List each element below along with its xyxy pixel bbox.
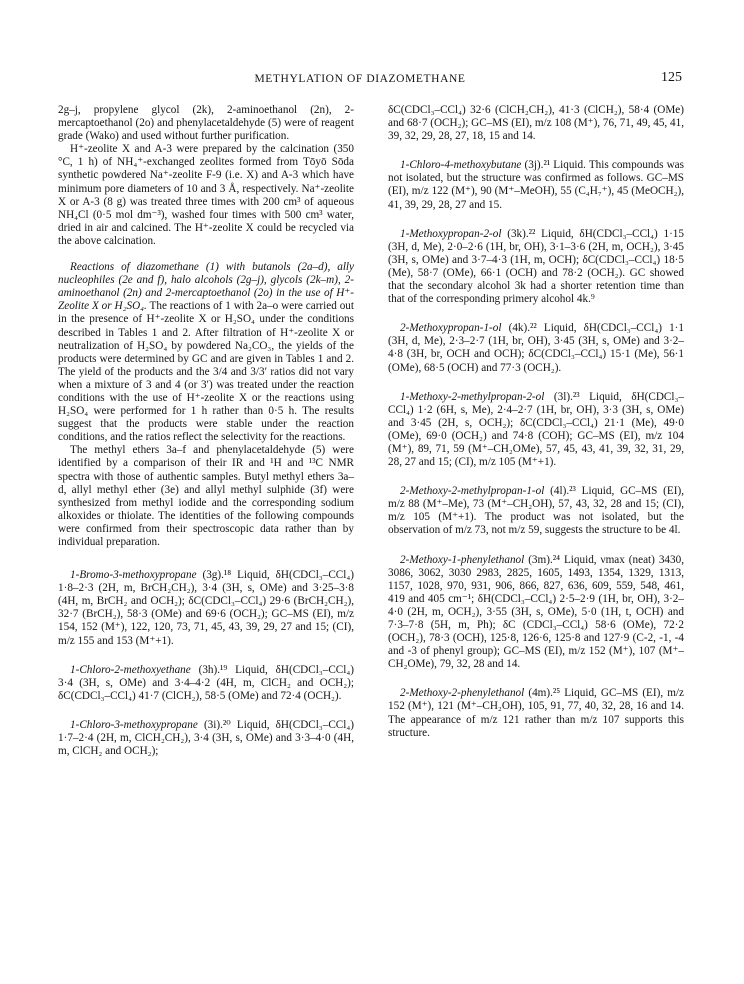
entry-4k-name: 2-Methoxypropan-1-ol [400,322,502,335]
entry-3j-body: (3j).²¹ Liquid. This compounds was not isolated, but the structure was confirmed as follows. GC–MS (EI), m/z 122 (M⁺), 90 (M⁺–MeOH), 55 (C₄H₇⁺), 45 (MeOCH₂), 41, 39, 29, 28, 27 and 15. [388,159,684,211]
entry-3m-body: (3m).²⁴ Liquid, νmax (neat) 3430, 3086, 3062, 3030 2983, 2825, 1605, 1493, 1354, 1329, 1313, 1157, 1028, 970, 931, 906, 866, 827, 636, 609, 559, 548, 461, 419 and 405 cm⁻¹; δH(CDCl₃–CCl₄) 2·5–2·9 (1H, br, OH), 3·2–4·0 (2H, m, OCH₂), 3·55 (3H, s, OMe), 5·0 (1H, t, OCH) and 7·3–7·8 (5H, m, Ph); δC (CDCl₃–CCl₄) 58·6 (OMe), 72·2 (OCH₂), 78·3 (OCH), 125·8, 126·6, 125·8 and 127·9 (C-2, -1, -4 and -3 of phenyl group); GC–MS (EI), m/z 152 (M⁺), 107 (M⁺–CH₂OMe), 79, 32, 28 and 14. [388,553,684,671]
entry-3j [388,159,684,211]
paragraph-zeolite-preparation: H⁺-zeolite X and A-3 were prepared by the calcination (350 °C, 1 h) of NH₄⁺-exchanged zeolites formed from Tōyō Sōda synthetic powdered Na⁺-zeolite F-9 (i.e. X) and A-3 which have minimum pore diameters of 10 and 3 Å, respectively. Na⁺-zeolite X or A-3 (8 g) was treated three times with 200 cm³ of aqueous NH₄Cl (0·5 mol dm⁻³), washed four times with 500 cm³ water, dried in air and calcined. The H⁺-zeolite X could be recycled via the above calcination. [58,143,354,247]
entry-3h [58,664,354,703]
entry-3g-name: 1-Bromo-3-methoxypropane [70,569,197,582]
entry-3i-body: (3i).²⁰ Liquid, δH(CDCl₃–CCl₄) 1·7–2·4 (2H, m, ClCH₂CH₂), 3·4 (3H, s, OMe) and 3·3–4·0 (4H, m, ClCH₂ and OCH₂); [58,718,354,758]
entry-3g [58,569,354,648]
entry-3m-name: 2-Methoxy-1-phenylethanol [400,553,525,566]
entry-4l [388,485,684,537]
entry-4k-body: (4k).²² Liquid, δH(CDCl₃–CCl₄) 1·1 (3H, d, Me), 2·3–2·7 (1H, br, OH), 3·45 (3H, s, OMe) and 3·2–4·8 (3H, br, OCH and OCH); δC(CDCl₃–CCl₄) 15·1 (Me), 56·1 (OMe), 68·5 (OCH) and 77·3 (OCH₂). [388,322,684,374]
entry-4k [388,322,684,374]
right-column [388,104,684,740]
entry-4l-body: (4l).²³ Liquid, GC–MS (EI), m/z 88 (M⁺–Me), 73 (M⁺–CH₂OH), 57, 43, 32, 28 and 15; (CI), m/z 105 (M⁺+1). The product was not isolated, but the observation of m/z 73, not m/z 59, suggests the structure to be 4l. [388,485,684,537]
reactions-heading: Reactions of diazomethane (1) with butanols (2a–d), ally nucleophiles (2e and f), halo alcohols (2g–j), glycols (2k–m), 2-aminoethanol (2n) and 2-mercaptoethanol (2o) in the use of H⁺-Zeolite X or H₂SO₄. [58,261,354,313]
entry-3k-body: (3k).²² Liquid, δH(CDCl₃–CCl₄) 1·15 (3H, d, Me), 2·0–2·6 (1H, br, OH), 3·1–3·6 (2H, m, OCH₂), 3·45 (3H, s, OMe) and 3·7–4·3 (1H, m, OCH); δC(CDCl₃–CCl₄) 18·5 (Me), 58·7 (OMe), 66·1 (OCH) and 78·2 (OCH₂). GC showed that the secondary alcohol 3k had a shorter retention time than that of the corresponding primery alcohol 4k.⁹ [388,227,684,306]
page-number: 125 [661,70,682,85]
reactions-body: The reactions of 1 with 2a–o were carried out in the presence of H⁺-zeolite X or H₂SO₄ under the conditions described in Tables 1 and 2. After filtration of H⁺-zeolite X or neutralization of H₂SO₄ by powdered Na₂CO₃, the yields of the products were determined by GC and are given in Tables 1 and 2. The yield of the products and the 3/4 and 3/3′ ratios did not vary when a mixture of 3 and 4 (or 3′) was treated under the reaction conditions with the use of H⁺-zeolite X or the reactions using H₂SO₄ were performed for 1 h rather than 0·5 h. The results suggest that the products were stable under the reaction conditions, and the ratios reflect the selectivity for the reactions. [58,300,355,444]
entry-3m [388,554,684,672]
entry-3i [58,719,354,758]
entry-4m-name: 2-Methoxy-2-phenylethanol [400,687,525,700]
entry-3k-name: 1-Methoxypropan-2-ol [400,227,502,240]
running-title: METHYLATION OF DIAZOMETHANE [254,73,466,85]
page-header [62,70,682,92]
paragraph-reactions [58,261,354,444]
entry-3h-name: 1-Chloro-2-methoxyethane [70,663,191,676]
entry-3i-name: 1-Chloro-3-methoxypropane [70,718,198,731]
paragraph-reagents: 2g–j, propylene glycol (2k), 2-aminoethanol (2n), 2-mercaptoethanol (2o) and phenylacetaldehyde (5) were of reagent grade (Wako) and used without further purification. [58,104,354,143]
entry-3k [388,228,684,307]
entry-4m-body: (4m).²⁵ Liquid, GC–MS (EI), m/z 152 (M⁺), 121 (M⁺–CH₂OH), 105, 91, 77, 40, 32, 28, 16 and 14. The appearance of m/z 121 rather than m/z 107 supports this structure. [388,687,684,739]
left-column [58,104,354,758]
entry-3j-name: 1-Chloro-4-methoxybutane [400,159,522,172]
entry-3i-continued: δC(CDCl₃–CCl₄) 32·6 (ClCH₂CH₂), 41·3 (ClCH₂), 58·4 (OMe) and 68·7 (OCH₂); GC–MS (EI), m/z 108 (M⁺), 76, 71, 49, 45, 41, 39, 32, 29, 28, 27, 18, 15 and 14. [388,104,684,143]
entry-3l [388,391,684,470]
entry-3h-body: (3h).¹⁹ Liquid, δH(CDCl₃–CCl₄) 3·4 (3H, s, OMe) and 3·4–4·2 (4H, m, ClCH₂ and OCH₂); δC(CDCl₃–CCl₄) 41·7 (ClCH₂), 58·5 (OMe) and 72·4 (OCH₂). [58,663,354,702]
entry-4l-name: 2-Methoxy-2-methylpropan-1-ol [400,485,545,498]
paragraph-identification: The methyl ethers 3a–f and phenylacetaldehyde (5) were identified by a comparison of their IR and ¹H and ¹³C NMR spectra with those of authentic samples. Butyl methyl ethers 3a–d, allyl methyl ether (3e) and allyl methyl sulphide (3f) were synthesized from methyl iodide and the corresponding sodium alkoxides or thiolate. The identities of the following compounds were confirmed from their spectroscopic data rather than by individual preparation. [58,444,354,548]
entry-3l-body: (3l).²³ Liquid, δH(CDCl₃–CCl₄) 1·2 (6H, s, Me), 2·4–2·7 (1H, br, OH), 3·3 (3H, s, OMe) and 3·45 (2H, s, OCH₂); δC(CDCl₃–CCl₄) 21·1 (Me), 49·0 (OMe), 69·0 (OCH₂) and 74·8 (COH); GC–MS (EI), m/z 104 (M⁺), 89, 71, 59 (M⁺–CH₂OMe), 57, 45, 43, 41, 39, 32, 31, 29, 28, 27 and 15; (CI), m/z 105 (M⁺+1). [388,390,684,469]
entry-3g-body: (3g).¹⁸ Liquid, δH(CDCl₃–CCl₄) 1·8–2·3 (2H, m, BrCH₂CH₂), 3·4 (3H, s, OMe) and 3·25–3·8 (4H, m, BrCH₂ and OCH₂); δC(CDCl₃–CCl₄) 29·6 (BrCH₂CH₂), 32·7 (BrCH₂), 58·3 (OMe) and 69·6 (OCH₂); GC–MS (EI), m/z 154, 152 (M⁺), 122, 120, 73, 71, 45, 43, 39, 29, 27 and 15; (CI), m/z 155 and 153 (M⁺+1). [58,569,354,647]
entry-4m [388,687,684,739]
entry-3l-name: 1-Methoxy-2-methylpropan-2-ol [400,390,545,403]
